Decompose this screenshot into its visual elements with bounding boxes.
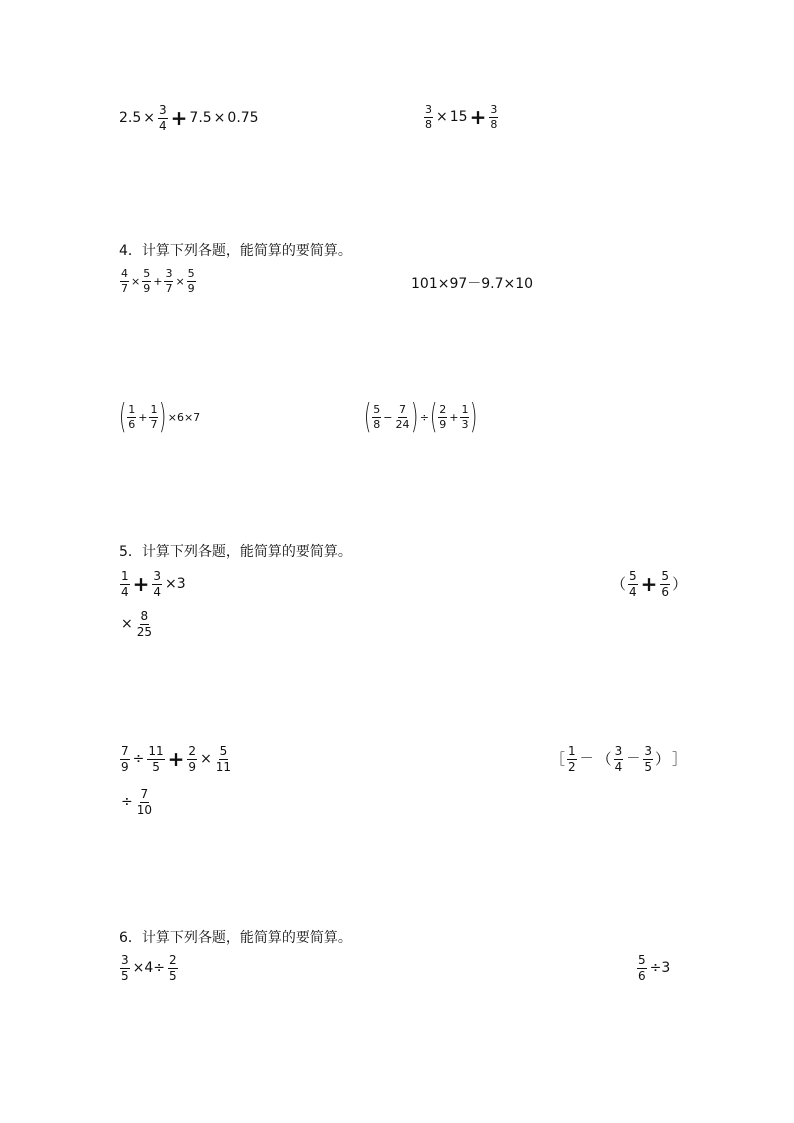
fraction: $\frac{7}{24}$ bbox=[395, 402, 410, 431]
q4-heading: 4．计算下列各题，能简算的要简算。 bbox=[119, 243, 352, 259]
fraction: $\frac{3}{4}$ bbox=[614, 744, 623, 774]
fraction: $\frac{5}{11}$ bbox=[215, 744, 232, 774]
plus-sign: + bbox=[153, 274, 163, 288]
fraction: $\frac{3}{4}$ bbox=[153, 569, 162, 599]
left-paren: ( bbox=[363, 397, 372, 437]
divide-sign: ÷ bbox=[132, 751, 145, 768]
fraction: $\frac{1}{2}$ bbox=[568, 744, 576, 774]
plus-sign: + bbox=[138, 410, 148, 424]
number: 7.5 bbox=[189, 110, 212, 127]
left-paren: （ bbox=[596, 749, 612, 768]
fraction: $\frac{1}{7}$ bbox=[150, 402, 158, 431]
expr-q5-2-continued bbox=[119, 610, 154, 638]
expr-q5-2 bbox=[610, 570, 688, 598]
times-sign: × bbox=[436, 109, 448, 126]
expr-q6-1 bbox=[119, 954, 179, 982]
times-sign: × bbox=[213, 110, 226, 127]
fraction: $\frac{7}{9}$ bbox=[121, 744, 129, 774]
number: 0.75 bbox=[227, 110, 259, 127]
fraction: $\frac{3}{7}$ bbox=[165, 267, 173, 295]
fraction: $\frac{3}{8}$ bbox=[425, 103, 432, 131]
right-paren: ) bbox=[470, 397, 478, 437]
minus-sign: － bbox=[626, 751, 641, 768]
fraction: $\frac{3}{4}$ bbox=[159, 103, 167, 133]
fraction: $\frac{5}{8}$ bbox=[373, 402, 381, 431]
expr-q4-2: 101×97－9.7×10 bbox=[411, 276, 534, 292]
right-paren: ) bbox=[411, 397, 419, 437]
expr-q5-1 bbox=[119, 570, 188, 598]
q5-heading: 5．计算下列各题，能简算的要简算。 bbox=[119, 544, 352, 560]
minus-sign: − bbox=[383, 410, 393, 424]
fraction: $\frac{5}{4}$ bbox=[629, 569, 637, 599]
tail: ×4÷ bbox=[132, 960, 166, 977]
left-paren: ( bbox=[429, 397, 438, 437]
number: 15 bbox=[449, 109, 468, 126]
expr-q4-4 bbox=[363, 397, 478, 437]
plus-sign: + bbox=[170, 106, 188, 131]
fraction: $\frac{5}{6}$ bbox=[661, 569, 670, 599]
plus-sign: + bbox=[167, 747, 185, 772]
fraction: $\frac{4}{7}$ bbox=[121, 267, 128, 295]
fraction: $\frac{1}{4}$ bbox=[121, 569, 129, 599]
expr-q4-1 bbox=[119, 268, 197, 294]
plus-sign: + bbox=[640, 572, 658, 597]
tail: ÷3 bbox=[649, 960, 671, 977]
expr-q3-left bbox=[119, 104, 259, 132]
fraction: $\frac{8}{25}$ bbox=[136, 609, 153, 639]
expr-q5-3 bbox=[119, 745, 233, 773]
right-paren: ） bbox=[654, 749, 670, 768]
expr-q4-3 bbox=[118, 397, 201, 437]
expr-q5-3-continued bbox=[119, 788, 154, 816]
expr-q6-2 bbox=[636, 954, 672, 982]
times-sign: × bbox=[143, 110, 155, 127]
right-paren: ) bbox=[159, 397, 167, 437]
fraction: $\frac{5}{9}$ bbox=[143, 267, 151, 295]
expr-q3-right bbox=[423, 104, 499, 130]
fraction: $\frac{5}{6}$ bbox=[638, 953, 646, 983]
times-sign: × bbox=[200, 751, 212, 768]
left-paren: （ bbox=[611, 574, 627, 593]
right-paren: ） bbox=[672, 574, 688, 593]
fraction: $\frac{2}{9}$ bbox=[439, 402, 447, 431]
times-sign: × bbox=[131, 274, 141, 288]
fraction: $\frac{11}{5}$ bbox=[148, 744, 164, 774]
plus-sign: + bbox=[132, 572, 150, 597]
tail: ×3 bbox=[165, 576, 186, 593]
fraction: $\frac{2}{5}$ bbox=[169, 953, 177, 983]
tail: ×6×7 bbox=[167, 410, 201, 424]
expr-q5-4 bbox=[549, 745, 688, 773]
divide-sign: ÷ bbox=[121, 794, 133, 811]
fraction: $\frac{5}{9}$ bbox=[187, 267, 195, 295]
right-bracket: ］ bbox=[671, 749, 687, 768]
fraction: $\frac{3}{8}$ bbox=[490, 103, 498, 131]
times-sign: × bbox=[121, 616, 133, 633]
left-paren: ( bbox=[118, 397, 127, 437]
left-bracket: ［ bbox=[550, 749, 566, 768]
divide-sign: ÷ bbox=[419, 410, 429, 424]
times-sign: × bbox=[175, 274, 185, 288]
plus-sign: + bbox=[449, 410, 459, 424]
plus-sign: + bbox=[469, 105, 487, 130]
fraction: $\frac{3}{5}$ bbox=[644, 744, 652, 774]
fraction: $\frac{7}{10}$ bbox=[136, 787, 153, 817]
fraction: $\frac{3}{5}$ bbox=[121, 953, 129, 983]
number: 2.5 bbox=[119, 110, 142, 127]
fraction: $\frac{1}{3}$ bbox=[461, 402, 469, 431]
fraction: $\frac{2}{9}$ bbox=[188, 744, 197, 774]
q6-heading: 6．计算下列各题，能简算的要简算。 bbox=[119, 930, 352, 946]
minus-sign: － bbox=[579, 751, 594, 768]
fraction: $\frac{1}{6}$ bbox=[128, 402, 136, 431]
